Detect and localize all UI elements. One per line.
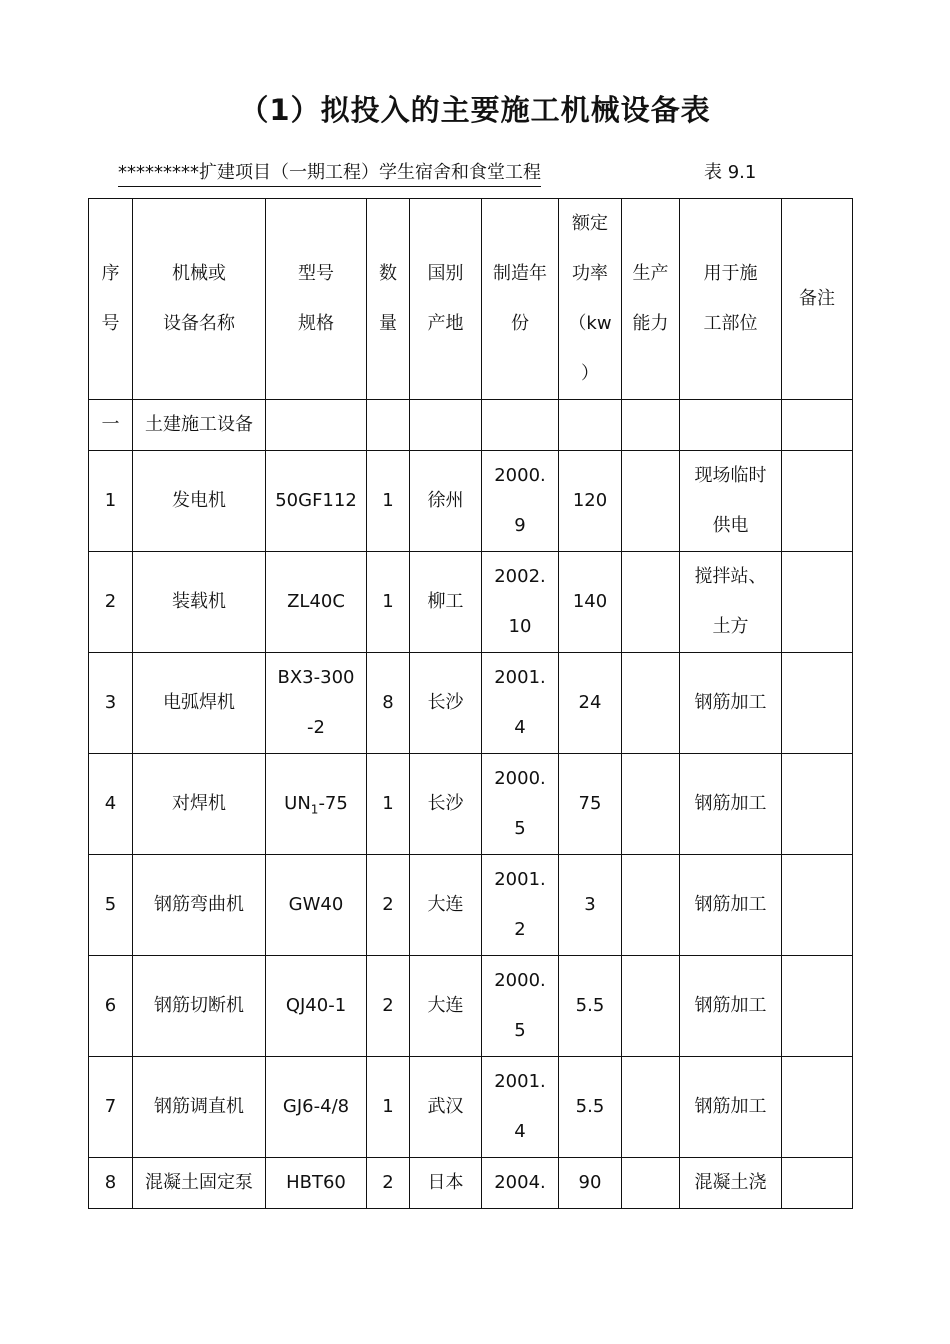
header-year: 制造年 份	[482, 199, 559, 400]
table-number: 表 9.1	[704, 162, 757, 183]
cell-name: 电弧焊机	[133, 653, 266, 754]
cell-year: 2001. 4	[482, 653, 559, 754]
cell-seq: 7	[89, 1057, 133, 1158]
cell-model: QJ40-1	[266, 956, 367, 1057]
cell-seq: 3	[89, 653, 133, 754]
cell-seq: 6	[89, 956, 133, 1057]
cell-capacity	[622, 754, 680, 855]
cell-origin: 长沙	[410, 754, 482, 855]
cell-remarks	[782, 754, 853, 855]
cell-remarks	[782, 855, 853, 956]
table-row	[89, 552, 853, 653]
cell-capacity	[622, 552, 680, 653]
header-name: 机械或 设备名称	[133, 199, 266, 400]
cell-year: 2001. 4	[482, 1057, 559, 1158]
cell-usage: 钢筋加工	[680, 653, 782, 754]
equipment-table	[88, 198, 853, 1209]
header-qty: 数 量	[367, 199, 410, 400]
cell-remarks	[782, 1057, 853, 1158]
cell-name: 混凝土固定泵	[133, 1158, 266, 1209]
cell-power: 3	[559, 855, 622, 956]
cell-qty: 1	[367, 1057, 410, 1158]
cell-capacity	[622, 1158, 680, 1209]
header-seq: 序 号	[89, 199, 133, 400]
cell-name: 装载机	[133, 552, 266, 653]
cell-year: 2000. 9	[482, 451, 559, 552]
cell-qty: 1	[367, 552, 410, 653]
cell-remarks	[782, 653, 853, 754]
header-remarks: 备注	[782, 199, 853, 400]
cell-origin: 长沙	[410, 653, 482, 754]
cell-name: 钢筋切断机	[133, 956, 266, 1057]
cell-capacity	[622, 653, 680, 754]
section-seq: 一	[89, 400, 133, 451]
page-title: （1）拟投入的主要施工机械设备表	[239, 93, 711, 127]
table-row	[89, 1158, 853, 1209]
project-subtitle: *********扩建项目（一期工程）学生宿舍和食堂工程	[118, 158, 541, 187]
cell-origin: 徐州	[410, 451, 482, 552]
cell-origin: 大连	[410, 855, 482, 956]
cell-name: 钢筋弯曲机	[133, 855, 266, 956]
cell-seq: 1	[89, 451, 133, 552]
cell-seq: 8	[89, 1158, 133, 1209]
model-subscript: 1	[310, 802, 319, 817]
cell-seq: 4	[89, 754, 133, 855]
cell-qty: 2	[367, 956, 410, 1057]
cell-usage: 混凝土浇	[680, 1158, 782, 1209]
section-name: 土建施工设备	[133, 400, 266, 451]
section-row	[89, 400, 853, 451]
cell-model: HBT60	[266, 1158, 367, 1209]
cell-year: 2004.	[482, 1158, 559, 1209]
cell-remarks	[782, 1158, 853, 1209]
cell-origin: 大连	[410, 956, 482, 1057]
table-header-row	[89, 199, 853, 400]
cell-model: GJ6-4/8	[266, 1057, 367, 1158]
cell-origin: 武汉	[410, 1057, 482, 1158]
header-power: 额定 功率 （kw ）	[559, 199, 622, 400]
cell-seq: 5	[89, 855, 133, 956]
cell-seq: 2	[89, 552, 133, 653]
table-row	[89, 451, 853, 552]
cell-usage: 钢筋加工	[680, 855, 782, 956]
cell-usage: 搅拌站、 土方	[680, 552, 782, 653]
cell-usage: 钢筋加工	[680, 754, 782, 855]
cell-power: 5.5	[559, 956, 622, 1057]
table-row	[89, 855, 853, 956]
cell-name: 发电机	[133, 451, 266, 552]
cell-qty: 2	[367, 855, 410, 956]
cell-power: 75	[559, 754, 622, 855]
cell-usage: 钢筋加工	[680, 956, 782, 1057]
model-tail: -75	[318, 793, 348, 814]
cell-qty: 2	[367, 1158, 410, 1209]
cell-year: 2002. 10	[482, 552, 559, 653]
cell-qty: 1	[367, 754, 410, 855]
table-row	[89, 1057, 853, 1158]
cell-name: 对焊机	[133, 754, 266, 855]
cell-usage: 钢筋加工	[680, 1057, 782, 1158]
cell-name: 钢筋调直机	[133, 1057, 266, 1158]
cell-year: 2001. 2	[482, 855, 559, 956]
header-model: 型号 规格	[266, 199, 367, 400]
table-row	[89, 653, 853, 754]
table-row	[89, 754, 853, 855]
cell-year: 2000. 5	[482, 754, 559, 855]
cell-capacity	[622, 855, 680, 956]
header-usage: 用于施 工部位	[680, 199, 782, 400]
table-row	[89, 956, 853, 1057]
cell-remarks	[782, 451, 853, 552]
cell-model: GW40	[266, 855, 367, 956]
cell-capacity	[622, 956, 680, 1057]
cell-remarks	[782, 956, 853, 1057]
cell-qty: 1	[367, 451, 410, 552]
cell-origin: 柳工	[410, 552, 482, 653]
cell-model	[266, 754, 367, 855]
cell-model: 50GF112	[266, 451, 367, 552]
cell-origin: 日本	[410, 1158, 482, 1209]
cell-model: ZL40C	[266, 552, 367, 653]
cell-power: 24	[559, 653, 622, 754]
cell-capacity	[622, 451, 680, 552]
cell-power: 120	[559, 451, 622, 552]
cell-power: 5.5	[559, 1057, 622, 1158]
cell-remarks	[782, 552, 853, 653]
cell-model: BX3-300 -2	[266, 653, 367, 754]
cell-usage: 现场临时 供电	[680, 451, 782, 552]
cell-qty: 8	[367, 653, 410, 754]
cell-capacity	[622, 1057, 680, 1158]
header-origin: 国别 产地	[410, 199, 482, 400]
cell-year: 2000. 5	[482, 956, 559, 1057]
header-capacity: 生产 能力	[622, 199, 680, 400]
cell-power: 140	[559, 552, 622, 653]
model-main: UN	[284, 793, 311, 814]
cell-power: 90	[559, 1158, 622, 1209]
